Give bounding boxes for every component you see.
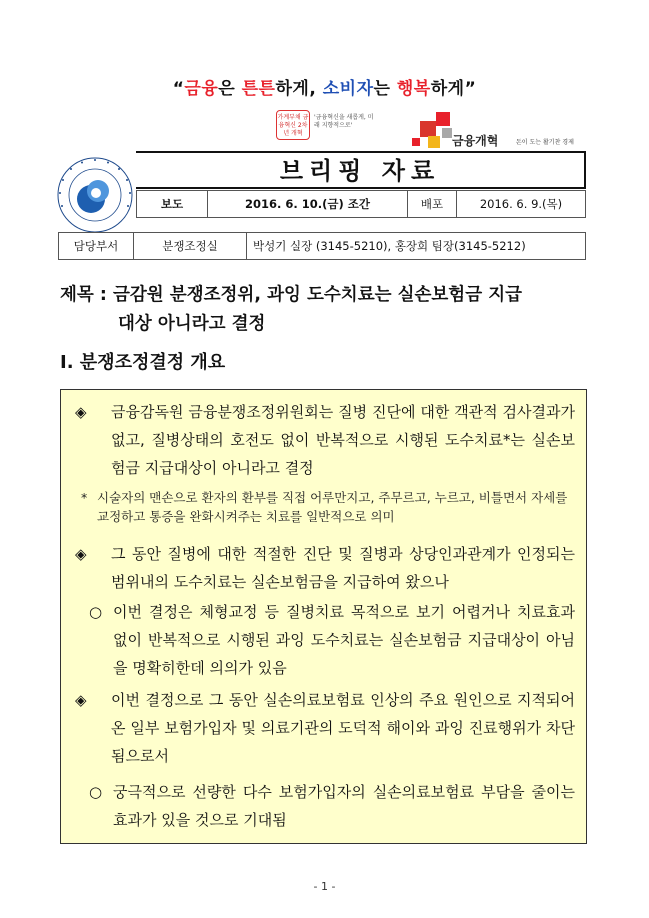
paragraph (75, 398, 575, 482)
badge-text: '금융혁신을 새롭게, 미래 지향적으로' (314, 114, 374, 129)
footnote (81, 488, 575, 526)
slogan-word: 튼튼 (241, 79, 276, 99)
paragraph (89, 778, 575, 834)
paragraph (75, 540, 575, 596)
financial-reform-logo (412, 112, 584, 152)
release-label: 보도 (137, 191, 208, 218)
paragraph (89, 598, 575, 682)
diamond-bullet-icon: ◈ (75, 545, 87, 563)
subject-line-1: 금감원 분쟁조정위, 과잉 도수치료는 실손보험금 지급 (113, 285, 523, 305)
page-title: 브리핑 자료 (136, 151, 586, 189)
slogan (0, 74, 649, 99)
department-table (58, 232, 586, 260)
slogan-word: 은 (218, 79, 242, 99)
paragraph-text: 그 동안 질병에 대한 적절한 진단 및 질병과 상당인과관계가 인정되는 범위내의 도수치료는 실손보험금을 지급하여 왔으나 (111, 545, 575, 591)
slogan-close-quote: ” (464, 79, 477, 99)
circle-bullet-icon: ○ (89, 603, 103, 621)
slogan-word: 소비자 (322, 79, 374, 99)
paragraph-text: 금융감독원 금융분쟁조정위원회는 질병 진단에 대한 객관적 검사결과가 없고, 질병상태의 호전도 없이 반복적으로 시행된 도수치료*는 실손보험금 지급대상이 아니라고 결정 (111, 403, 575, 477)
diamond-bullet-icon: ◈ (75, 691, 87, 709)
department-contacts: 박성기 실장 (3145-5210), 홍장희 팀장(3145-5212) (247, 233, 586, 260)
slogan-word: 행복 (396, 79, 431, 99)
paragraph (75, 686, 575, 770)
section-heading (60, 348, 225, 374)
distribution-date: 2016. 6. 9.(목) (457, 191, 586, 218)
section-title: . 분쟁조정결정 개요 (66, 352, 226, 373)
diamond-bullet-icon: ◈ (75, 403, 87, 421)
slogan-open-quote: “ (172, 79, 185, 99)
logo-square (420, 121, 436, 137)
subject-line-2: 대상 아니라고 결정 (118, 314, 266, 334)
fss-logo (56, 156, 134, 234)
release-date: 2016. 6. 10.(금) 조간 (208, 191, 408, 218)
subject-prefix: 제목 : (60, 285, 113, 305)
page-number: - 1 - (313, 880, 336, 893)
financial-innovation-badge (276, 110, 374, 140)
subject (60, 281, 600, 339)
release-info-table (136, 190, 586, 218)
logo-square (428, 136, 440, 148)
distribution-label: 배포 (408, 191, 457, 218)
reform-logo-tagline: 돈이 도는 활기찬 경제 (516, 139, 574, 146)
paragraph-text: 이번 결정으로 그 동안 실손의료보험료 인상의 주요 원인으로 지적되어 온 일부 보험가입자 및 의료기관의 도덕적 해이와 과잉 진료행위가 차단됨으로서 (111, 691, 575, 765)
slogan-word: 하게, (275, 79, 323, 99)
department-label: 담당부서 (59, 233, 134, 260)
footnote-text: 시술자의 맨손으로 환자의 환부를 직접 어루만지고, 주무르고, 누르고, 비틀면서 자세를 교정하고 통증을 완화시켜주는 치료를 일반적으로 의미 (97, 490, 568, 524)
summary-panel (60, 389, 587, 844)
department-name: 분쟁조정실 (134, 233, 247, 260)
paragraph-text: 이번 결정은 체형교정 등 질병치료 목적으로 보기 어렵거나 치료효과 없이 반복적으로 시행된 과잉 도수치료는 실손보험금 지급대상이 아님을 명확히한데 의의가 있음 (113, 603, 575, 677)
logo-square (436, 112, 450, 126)
slogan-word: 하게 (430, 79, 465, 99)
section-numeral: Ⅰ (60, 352, 67, 373)
slogan-word: 는 (373, 79, 397, 99)
paragraph-text: 궁극적으로 선량한 다수 보험가입자의 실손의료보험료 부담을 줄이는 효과가 있을 것으로 기대됨 (113, 783, 575, 829)
footnote-marker: * (81, 490, 88, 505)
logo-square (412, 138, 420, 146)
fss-emblem-icon (56, 156, 134, 234)
reform-logo-name: 금융개혁 (452, 134, 499, 148)
logo-square (442, 128, 452, 138)
slogan-word: 금융 (184, 79, 219, 99)
circle-bullet-icon: ○ (89, 783, 103, 801)
badge-mark: 가계부채 금융혁신 2차년 개혁 (276, 110, 310, 140)
